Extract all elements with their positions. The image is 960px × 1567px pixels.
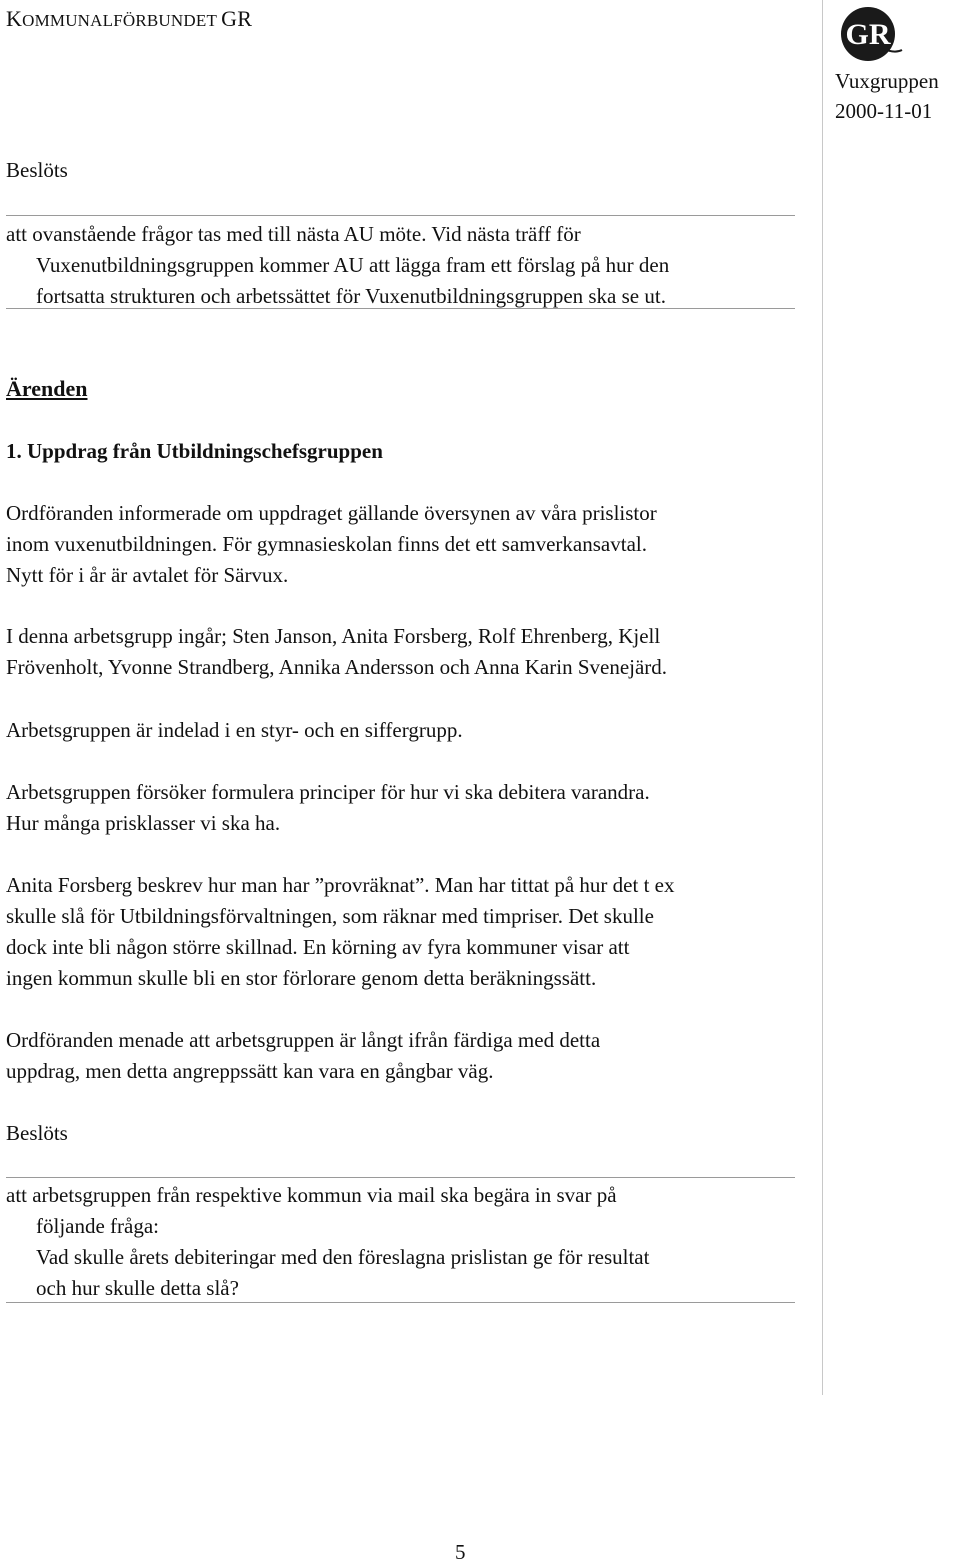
paragraph-line: Arbetsgruppen försöker formulera principer för hur vi ska debitera varandra.	[6, 780, 650, 804]
org-gr: GR	[221, 6, 253, 31]
paragraph-line: Arbetsgruppen är indelad i en styr- och en siffergrupp.	[6, 718, 463, 742]
paragraph-line: Ordföranden menade att arbetsgruppen är långt ifrån färdiga med detta	[6, 1028, 601, 1052]
gr-logo-icon	[838, 4, 904, 64]
decision-line: Vad skulle årets debiteringar med den föreslagna prislistan ge för resultat	[36, 1245, 650, 1269]
paragraph-line: Hur många prisklasser vi ska ha.	[6, 811, 281, 835]
logo-text: GR	[845, 18, 891, 51]
decision-text	[6, 219, 669, 312]
decision-rule-bottom	[6, 308, 795, 309]
paragraph-line: inom vuxenutbildningen. För gymnasieskolan finns det ett samverkansavtal.	[6, 532, 647, 556]
paragraph	[6, 621, 667, 683]
paragraph	[6, 777, 650, 839]
paragraph-line: Anita Forsberg beskrev hur man har ”provräknat”. Man har tittat på hur det t ex	[6, 873, 675, 897]
org-initial: K	[6, 6, 23, 31]
decision-line: följande fråga:	[36, 1214, 160, 1238]
item-heading: 1. Uppdrag från Utbildningschefsgruppen	[6, 439, 383, 463]
decision-rule-top	[6, 215, 795, 216]
paragraph-line: Ordföranden informerade om uppdraget gällande översynen av våra prislistor	[6, 501, 657, 525]
paragraph-line: Frövenholt, Yvonne Strandberg, Annika Andersson och Anna Karin Svenejärd.	[6, 655, 668, 679]
decision-label: Beslöts	[6, 158, 68, 182]
document-date: 2000-11-01	[835, 99, 933, 123]
paragraph	[6, 715, 463, 746]
paragraph-line: uppdrag, men detta angreppssätt kan vara en gångbar väg.	[6, 1059, 494, 1083]
paragraph	[6, 870, 674, 994]
paragraph-line: Nytt för i år är avtalet för Särvux.	[6, 563, 289, 587]
decision-line: och hur skulle detta slå?	[36, 1276, 239, 1300]
organization-name	[6, 6, 252, 32]
decision-label: Beslöts	[6, 1121, 68, 1145]
paragraph	[6, 1025, 600, 1087]
section-heading: Ärenden	[6, 376, 88, 401]
org-rest: OMMUNALFÖRBUNDET	[22, 11, 222, 30]
paragraph-line: I denna arbetsgrupp ingår; Sten Janson, Anita Forsberg, Rolf Ehrenberg, Kjell	[6, 624, 661, 648]
gr-logo	[838, 4, 904, 64]
decision-line: Vuxenutbildningsgruppen kommer AU att lägga fram ett förslag på hur den	[36, 253, 670, 277]
paragraph-line: skulle slå för Utbildningsförvaltningen, som räknar med timpriser. Det skulle	[6, 904, 654, 928]
decision-line: att ovanstående frågor tas med till nästa AU möte. Vid nästa träff för	[6, 222, 581, 246]
paragraph-line: dock inte bli någon större skillnad. En körning av fyra kommuner visar att	[6, 935, 630, 959]
page-number: 5	[455, 1540, 466, 1564]
header-meta	[835, 66, 939, 126]
decision-rule-bottom	[6, 1302, 795, 1303]
margin-divider	[822, 0, 823, 1395]
decision-rule-top	[6, 1177, 795, 1178]
decision-text	[6, 1180, 649, 1304]
paragraph-line: ingen kommun skulle bli en stor förlorare genom detta beräkningssätt.	[6, 966, 597, 990]
group-name: Vuxgruppen	[835, 69, 939, 93]
paragraph	[6, 498, 657, 591]
decision-line: fortsatta strukturen och arbetssättet för Vuxenutbildningsgruppen ska se ut.	[36, 284, 666, 308]
decision-line: att arbetsgruppen från respektive kommun via mail ska begära in svar på	[6, 1183, 617, 1207]
